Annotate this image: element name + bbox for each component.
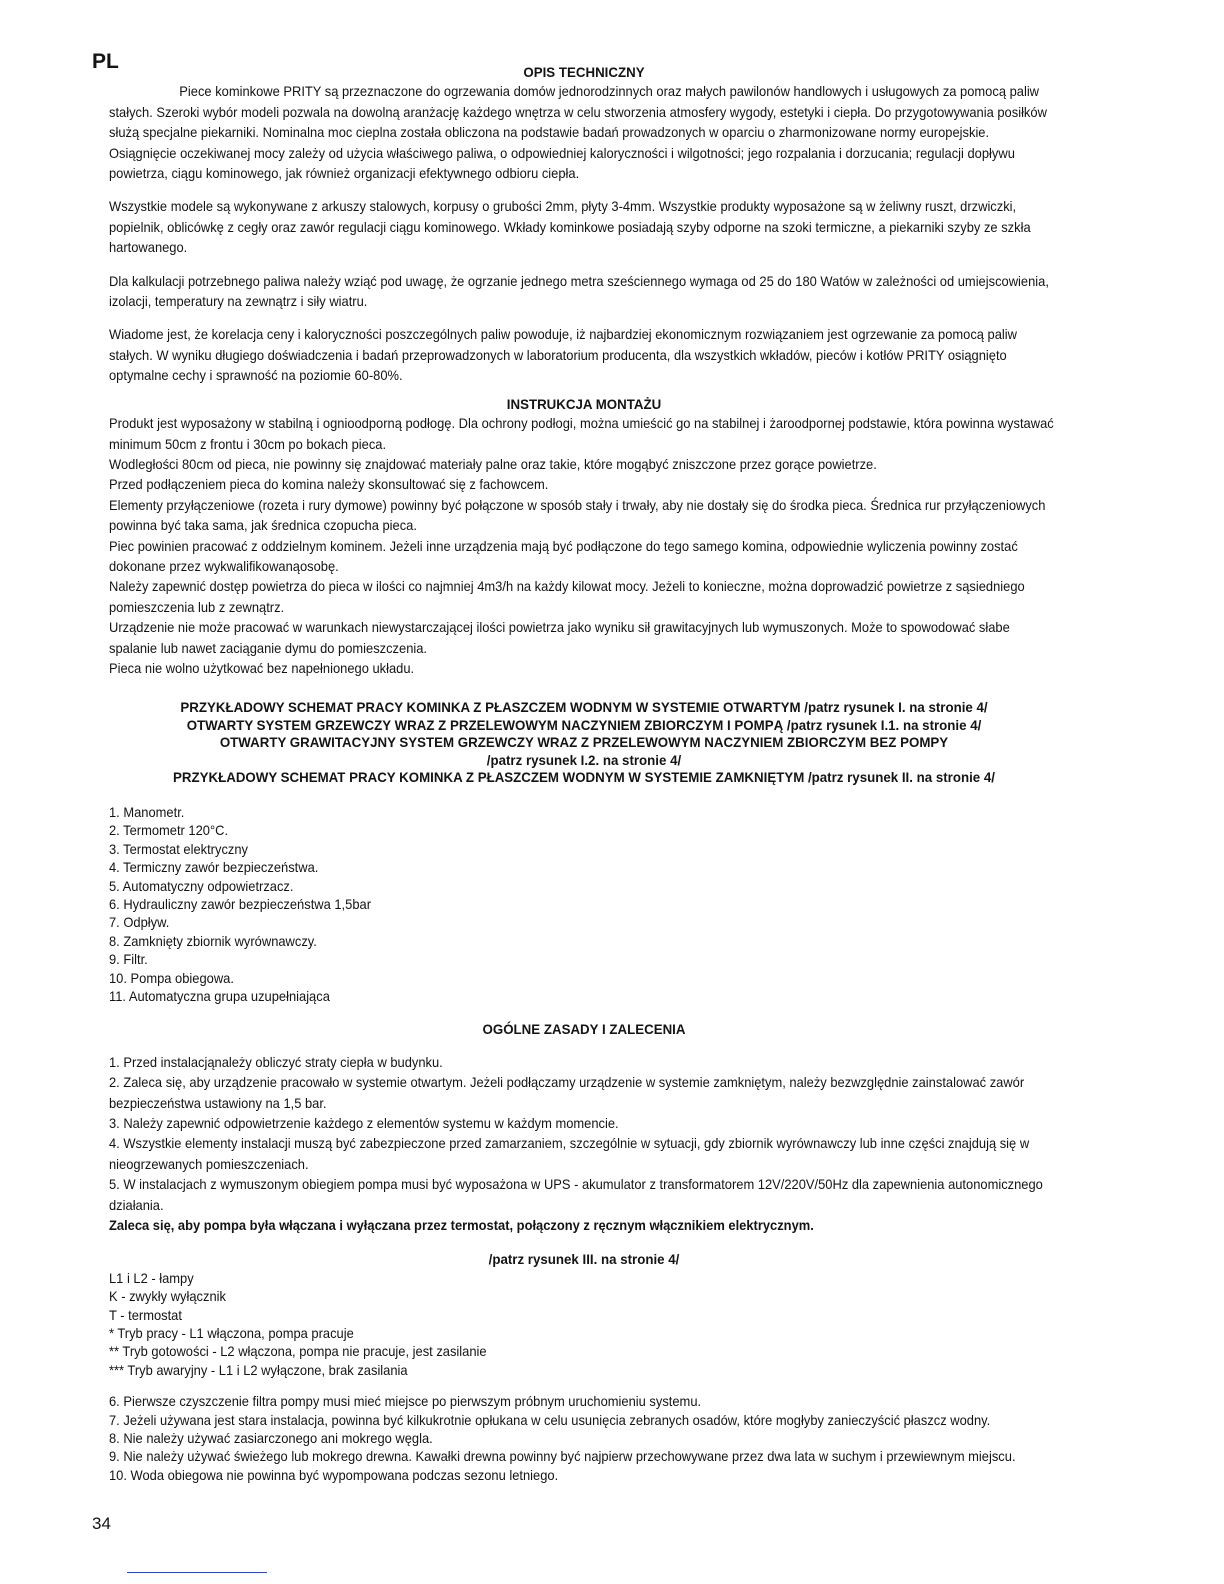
paragraph: Wszystkie modele są wykonywane z arkuszy stalowych, korpusy o grubości 2mm, płyty 3-4mm. Wszystkie produkty wyposażone są w żeliwny ruszt, drzwiczki, popielnik, oblicówkę z cegły oraz zawór regulacji ciągu kominowego. Wkłady kominkowe posiadają szyby odporne na szoki termiczne, a piekarniki szyby ze szkła hartowanego. — [109, 199, 1031, 256]
list-item: 7. Jeżeli używana jest stara instalacja, powinna być kilkukrotnie opłukana w celu usunięcia zebranych osadów, które mogłyby zanieczyścić płaszcz wodny. — [109, 1412, 991, 1428]
scheme-heading: OTWARTY SYSTEM GRZEWCZY WRAZ Z PRZELEWOWYM NACZYNIEM ZBIORCZYM I POMPĄ /patrz rysunek I.1. na stronie 4/ — [186, 716, 982, 733]
list-item: 4. Termiczny zawór bezpieczeństwa. — [109, 860, 319, 876]
list-item: 10. Pompa obiegowa. — [109, 970, 234, 986]
paragraph: Pieca nie wolno użytkować bez napełnionego układu. — [109, 660, 415, 676]
document-body — [109, 62, 1059, 1485]
scheme-heading: /patrz rysunek I.2. na stronie 4/ — [486, 751, 682, 768]
scheme-heading: OTWARTY GRAWITACYJNY SYSTEM GRZEWCZY WRAZ Z PRZELEWOWYM NACZYNIEM ZBIORCZYM BEZ POMPY — [219, 734, 949, 751]
scheme-heading: PRZYKŁADOWY SCHEMAT PRACY KOMINKA Z PŁASZCZEM WODNYM W SYSTEMIE OTWARTYM /patrz rysunek I. na stronie 4/ — [180, 699, 988, 716]
paragraph: Piece kominkowe PRITY są przeznaczone do ogrzewania domów jednorodzinnych oraz małych pawilonów handlowych i usługowych za pomocą paliw stałych. Szeroki wybór modeli pozwala na dowolną aranżację każdego wnętrza w celu stworzenia atmosfery wygody, estetyki i ciepła. Do przygotowywania posiłków służą specjalne piekarniki. Nominalna moc cieplna została obliczona na podstawie badań prowadzonych w oparciu o zharmonizowane normy europejskie. Osiągnięcie oczekiwanej mocy zależy od użycia właściwego paliwa, o odpowiedniej kaloryczności i wilgotności; jego rozpalania i dorzucania; regulacji dopływu powietrza, ciągu kominowego, jak również organizacji efektywnego odbioru ciepła. — [109, 84, 1047, 182]
paragraph: Urządzenie nie może pracować w warunkach niewystarczającej ilości powietrza jako wyniku sił grawitacyjnych lub wymuszonych. Może to spowodować słabe spalanie lub nawet zaciąganie dymu do pomieszczenia. — [109, 620, 1010, 656]
paragraph: Należy zapewnić dostęp powietrza do pieca w ilości co najmniej 4m3/h na każdy kilowat mocy. Jeżeli to konieczne, można doprowadzić powietrze z sąsiedniego pomieszczenia lub z zewnątrz. — [109, 579, 1025, 615]
paragraph: Dla kalkulacji potrzebnego paliwa należy wziąć pod uwagę, że ogrzanie jednego metra sześciennego wymaga od 25 do 180 Watów w zależności od umiejscowienia, izolacji, temperatury na zewnątrz i siły wiatru. — [109, 273, 1049, 310]
scheme-heading: PRZYKŁADOWY SCHEMAT PRACY KOMINKA Z PŁASZCZEM WODNYM W SYSTEMIE ZAMKNIĘTYM /patrz rysunek II. na stronie 4/ — [173, 769, 995, 786]
legend-item: ** Tryb gotowości - L2 włączona, pompa nie pracuje, jest zasilanie — [109, 1344, 487, 1360]
paragraph: Przed podłączeniem pieca do komina należy skonsultować się z fachowcem. — [109, 477, 549, 493]
list-item: 5. W instalacjach z wymuszonym obiegiem pompa musi być wyposażona w UPS - akumulator z transformatorem 12V/220V/50Hz dla zapewnienia autonomicznego działania. — [109, 1177, 1043, 1213]
bold-note: Zaleca się, aby pompa była włączana i wyłączana przez termostat, połączony z ręcznym włącznikiem elektrycznym. — [109, 1218, 814, 1233]
section-title-opis: OPIS TECHNICZNY — [523, 64, 645, 80]
list-item: 6. Pierwsze czyszczenie filtra pompy musi mieć miejsce po pierwszym próbnym uruchomieniu systemu. — [109, 1394, 702, 1410]
list-item: 7. Odpływ. — [109, 915, 170, 931]
list-item: 1. Przed instalacjąnależy obliczyć straty ciepła w budynku. — [109, 1054, 443, 1070]
page-number: 34 — [92, 1514, 111, 1533]
list-item: 2. Zaleca się, aby urządzenie pracowało w systemie otwartym. Jeżeli podłączamy urządzenie w systemie zamkniętym, należy bezwzględnie zainstalować zawór bezpieczeństwa ustawiony na 1,5 bar. — [109, 1075, 1025, 1111]
legend-item: L1 i L2 - łampy — [109, 1270, 194, 1286]
list-item: 8. Zamknięty zbiornik wyrównawczy. — [109, 933, 317, 949]
list-item: 3. Termostat elektryczny — [109, 841, 248, 857]
list-item: 4. Wszystkie elementy instalacji muszą być zabezpieczone przed zamarzaniem, szczególnie w sytuacji, gdy zbiornik wyrównawczy lub inne części znajdują się w nieogrzewanych pomieszczeniach. — [109, 1136, 1030, 1172]
list-item: 8. Nie należy używać zasiarczonego ani mokrego węgla. — [109, 1431, 433, 1447]
paragraph: Wiadome jest, że korelacja ceny i kaloryczności poszczególnych paliw powoduje, iż najbardziej ekonomicznym rozwiązaniem jest ogrzewanie za pomocą paliw stałych. W wyniku długiego doświadczenia i badań przeprowadzonych w laboratorium producenta, dla wszystkich wkładów, pieców i kotłów PRITY osiągnięto optymalne cechy i sprawność na poziomie 60-80%. — [109, 327, 1017, 384]
legend-item: *** Tryb awaryjny - L1 i L2 wyłączone, brak zasilania — [109, 1362, 408, 1378]
list-item: 9. Nie należy używać świeżego lub mokrego drewna. Kawałki drewna powinny być najpierw przechowywane przez dwa lata w suchym i przewiewnym miejscu. — [109, 1449, 1016, 1465]
footer-divider — [127, 1572, 267, 1573]
paragraph: Elementy przyłączeniowe (rozeta i rury dymowe) powinny być połączone w sposób stały i trwały, aby nie dostały się do środka pieca. Średnica rur przyłączeniowych powinna być taka sama, jak średnica czopucha pieca. — [109, 497, 1046, 534]
legend-item: * Tryb pracy - L1 włączona, pompa pracuje — [109, 1326, 354, 1342]
list-item: 2. Termometr 120°C. — [109, 823, 229, 839]
recommendations-list — [109, 1053, 1059, 1237]
paragraph: Produkt jest wyposażony w stabilną i ognioodporną podłogę. Dla ochrony podłogi, można umieścić go na stabilnej i żaroodpornej podstawie, która powinna wystawać minimum 50cm z frontu i 30cm po bokach pieca. — [109, 416, 1054, 452]
figure-legend — [109, 1270, 1059, 1380]
components-list — [109, 804, 1059, 1006]
scheme-headings — [109, 699, 1059, 787]
section-title-montaz: INSTRUKCJA MONTAŻU — [506, 395, 662, 412]
paragraph: Wodległości 80cm od pieca, nie powinny się znajdować materiały palne oraz takie, które mogąbyć zniszczone przez gorące powietrze. — [109, 456, 877, 472]
list-item: 5. Automatyczny odpowietrzacz. — [109, 878, 294, 894]
legend-item: K - zwykły wyłącznik — [109, 1289, 226, 1305]
figure-reference: /patrz rysunek III. na stronie 4/ — [488, 1251, 680, 1268]
legend-item: T - termostat — [109, 1307, 182, 1323]
list-item: 3. Należy zapewnić odpowietrzenie każdego z elementów systemu w każdym momencie. — [109, 1115, 619, 1131]
list-item: 10. Woda obiegowa nie powinna być wypompowana podczas sezonu letniego. — [109, 1467, 559, 1483]
list-item: 1. Manometr. — [109, 804, 185, 820]
language-code: PL — [92, 50, 119, 73]
list-item: 11. Automatyczna grupa uzupełniająca — [109, 988, 330, 1004]
paragraph: Piec powinien pracować z oddzielnym kominem. Jeżeli inne urządzenia mają być podłączone do tego samego komina, odpowiednie wyliczenia powinny zostać dokonane przez wykwalifikowanąosobę. — [109, 538, 1018, 574]
list-item: 6. Hydrauliczny zawór bezpieczeństwa 1,5bar — [109, 896, 372, 912]
section-title-zasady: OGÓLNE ZASADY I ZALECENIA — [482, 1021, 686, 1038]
further-recommendations-list — [109, 1393, 1059, 1485]
list-item: 9. Filtr. — [109, 952, 148, 968]
